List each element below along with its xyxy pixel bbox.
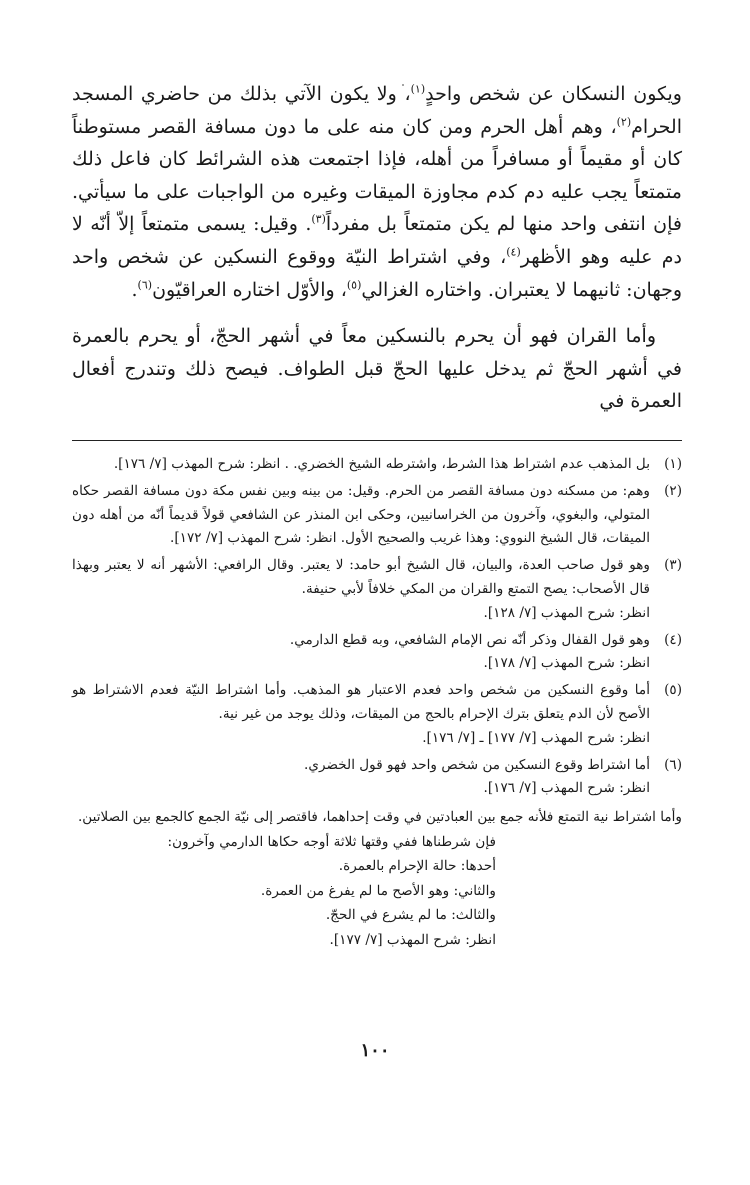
footnote-6-sublist — [72, 830, 682, 953]
footnote-number: (٤) — [664, 631, 682, 648]
footnote-divider — [72, 440, 682, 441]
footnote-subline: والثالث: ما لم يشرع في الحجّ. — [325, 907, 496, 924]
footnote-reference: انظر: شرح المهذب [٧/ ١٢٨]. — [483, 604, 650, 621]
footnotes — [72, 453, 682, 952]
footnote-line: وهم: من مسكنه دون مسافة القصر من الحرم. وقيل: من بينه وبين نفس مكة دون مسافة القصر حكاه المتولي، والبغوي، وآخرون من الخراسانيين، وحكى ابن المنذر عن الشافعي قولاً قديماً أنّه من أهله دون الميقات، قال الشيخ النووي: وهذا غريب والصحيح الأول. انظر: شرح المهذب [٧/ ١٧٢]. — [72, 482, 650, 547]
text-run: ، ولا يكون الآتي بذلك من حاضري المسجد الحرام — [72, 83, 682, 138]
footnote-body — [72, 480, 650, 551]
footnote-line: وهو قول صاحب العدة، والبيان، قال الشيخ أبو حامد: لا يعتبر. وقال الرافعي: الأشهر أنه لا يعتبر وبهذا قال الأصحاب: يصح التمتع والقران من المكي خلافاً لأبي حنيفة. — [72, 557, 650, 597]
paragraph-2: وأما القران فهو أن يحرم بالنسكين معاً في أشهر الحجّ، أو يحرم بالعمرة في أشهر الحجّ ثم يدخل عليها الحجّ قبل الطواف. فيصح ذلك وتندرج أفعال العمرة في — [72, 325, 682, 413]
footnote-5 — [72, 679, 682, 750]
text-run: ، والأوّل اختاره العراقيّون — [152, 278, 347, 301]
footnote-body — [72, 453, 650, 477]
footnote-subline: فإن شرطناها ففي وقتها ثلاثة أوجه حكاها الدارمي وآخرون: — [167, 833, 496, 850]
footnote-6-continuation: وأما اشتراط نية التمتع فلأنه جمع بين العبادتين في وقت إحداهما، فاقتصر إلى نيّة الجمع كالجمع بين الصلاتين. — [77, 809, 682, 826]
footnote-number: (٥) — [664, 682, 682, 699]
paragraph-1 — [72, 78, 682, 306]
page-content — [72, 78, 682, 1118]
footnote-subline: أحدها: حالة الإحرام بالعمرة. — [338, 858, 496, 875]
footnote-3 — [72, 554, 682, 625]
page-number: ١٠٠ — [360, 1040, 390, 1061]
text-run: ، وفي اشتراط النيّة ووقوع النسكين عن شخص واحد وجهان: ثانيهما لا يعتبران. واختاره الغزالي — [72, 245, 682, 301]
footnote-reference: انظر: شرح المهذب [٧/ ١٧٧] ـ [٧/ ١٧٦]. — [422, 729, 650, 746]
footnote-body — [72, 629, 650, 677]
footnote-6 — [72, 754, 682, 802]
footnote-ref-6[interactable]: (٦) — [137, 278, 153, 292]
footnote-line: وهو قول القفال وذكر أنّه نص الإمام الشافعي، وبه قطع الدارمي. — [289, 631, 650, 648]
footnote-body — [72, 679, 650, 750]
footnote-number: (٣) — [664, 557, 682, 574]
footnote-1 — [72, 453, 682, 477]
footnote-reference: انظر: شرح المهذب [٧/ ١٧٨]. — [483, 655, 650, 672]
footnote-reference: انظر: شرح المهذب [٧/ ١٧٦]. — [483, 780, 650, 797]
footnote-ref-2[interactable]: (٢) — [616, 115, 632, 129]
footnote-number: (٢) — [664, 482, 682, 499]
footnote-subline: انظر: شرح المهذب [٧/ ١٧٧]. — [329, 931, 496, 948]
footnote-body — [72, 754, 650, 802]
footnote-number: (١) — [664, 455, 682, 472]
footnote-line: بل المذهب عدم اشتراط هذا الشرط، واشترطه الشيخ الخضري. . انظر: شرح المهذب [٧/ ١٧٦]. — [113, 455, 650, 472]
main-text — [72, 78, 682, 418]
footnote-number: (٦) — [664, 756, 682, 773]
text-run: . وقيل: يسمى متمتعاً إلاّ أنّه لا دم عليه وهو الأظهر — [72, 213, 682, 268]
footnote-subline: والثاني: وهو الأصح ما لم يفرغ من العمرة. — [260, 882, 496, 899]
text-run: . — [131, 278, 138, 301]
text-run: ، وهم أهل الحرم ومن كان منه على ما دون مسافة القصر مستوطناً كان أو مقيماً أو مسافراً من أهله، فإذا اجتمعت هذه الشرائط كان فاعل ذلك متمتعاً يجب عليه دم كدم مجاوزة الميقات وغيره من الواجبات على ما سيأتي. فإن انتفى واحد منها لم يكن متمتعاً بل مفرداً — [72, 115, 682, 236]
footnote-2 — [72, 480, 682, 551]
footnote-body — [72, 554, 650, 625]
footnote-ref-4[interactable]: (٤) — [506, 245, 521, 259]
footnote-ref-1[interactable]: (١) — [410, 82, 426, 96]
footnote-line: أما اشتراط وقوع النسكين من شخص واحد فهو قول الخضري. — [304, 756, 650, 773]
footnote-ref-3[interactable]: (٣) — [311, 213, 326, 227]
footnote-ref-5[interactable]: (٥) — [346, 278, 362, 292]
footnote-4 — [72, 629, 682, 677]
footnote-line: أما وقوع النسكين من شخص واحد فعدم الاعتبار هو المذهب. وأما اشتراط النيّة فعدم الاشتراط هو الأصح لأن الدم يتعلق بترك الإحرام بالحج من الميقات، وذلك يوجد من غير نية. — [72, 682, 650, 722]
text-run: ويكون النسكان عن شخص واحدٍ — [425, 83, 682, 105]
